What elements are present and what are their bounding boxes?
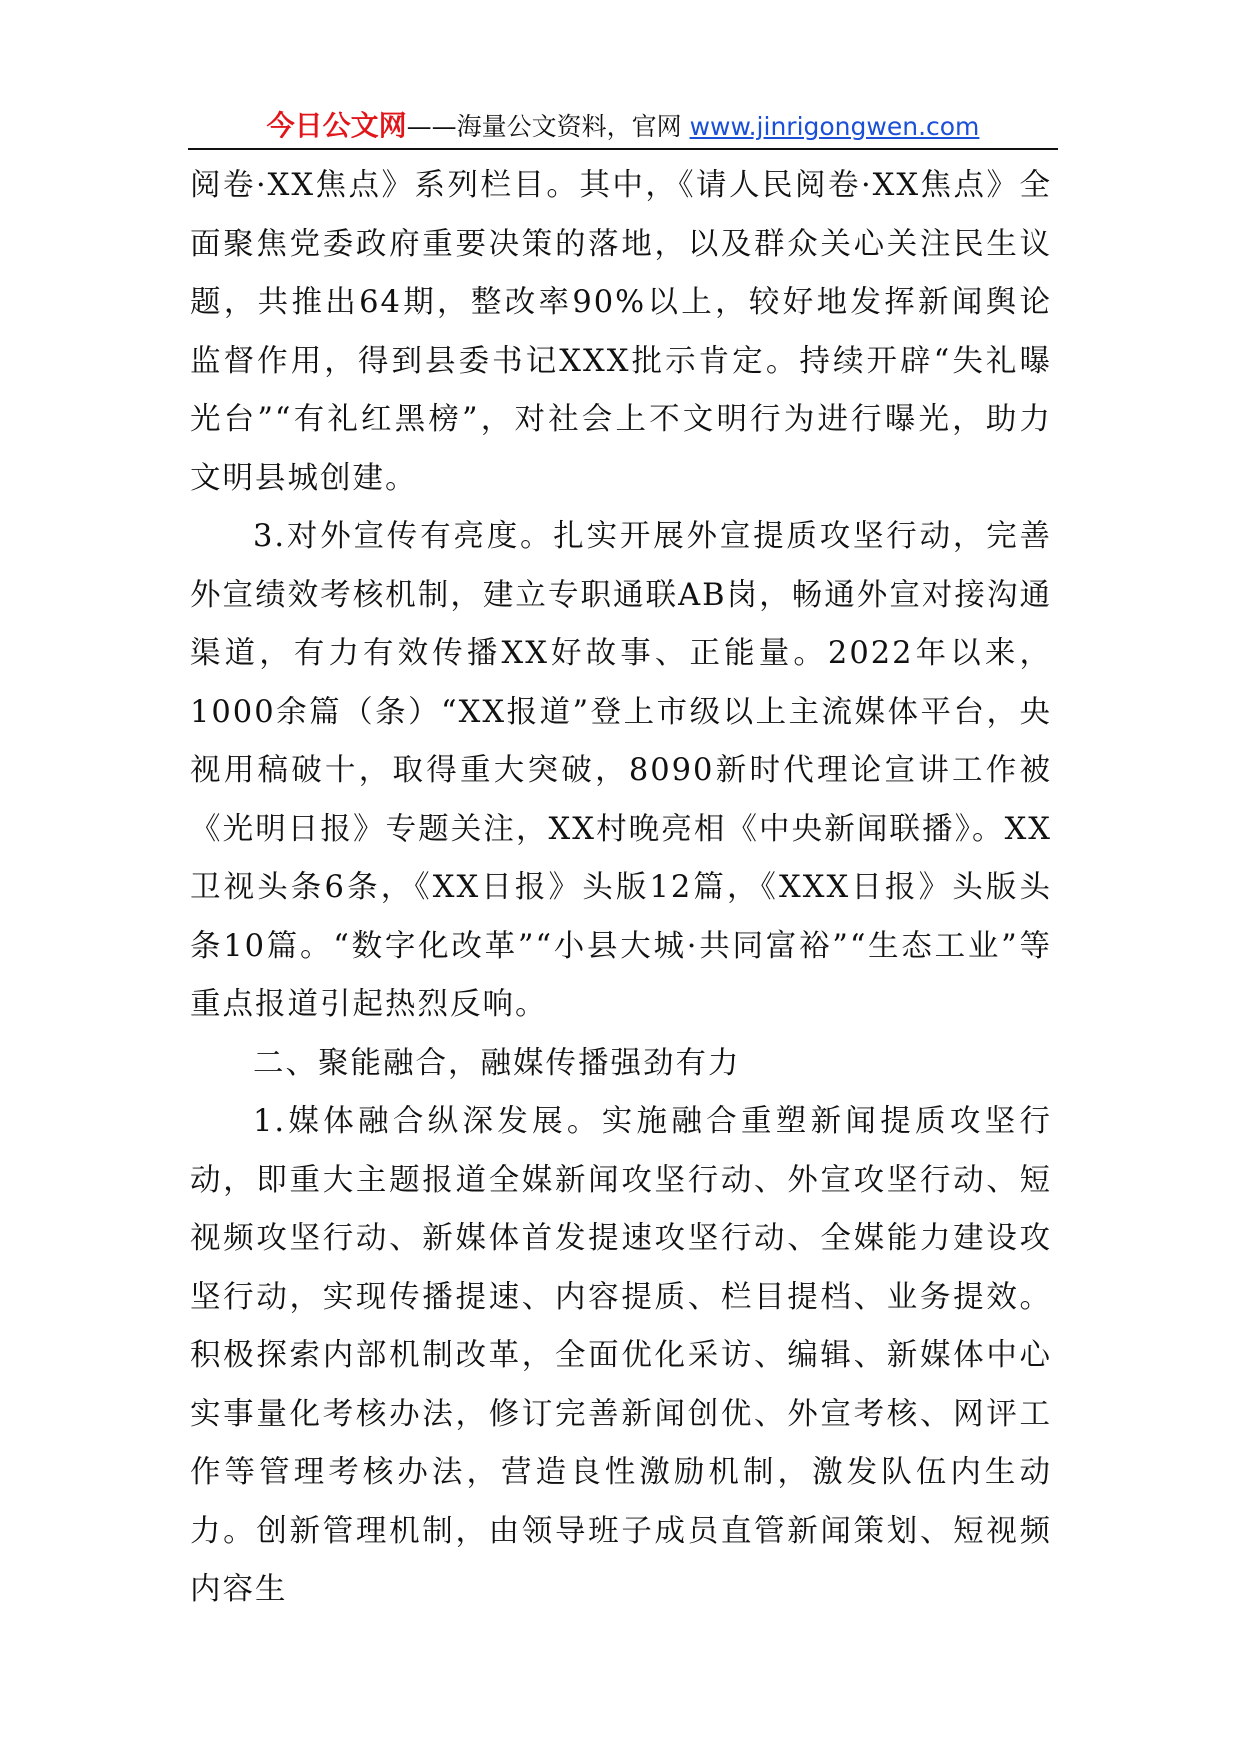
site-brand-logo: 今日公文网 (266, 109, 407, 142)
header-divider (188, 148, 1058, 150)
page-header (188, 106, 1058, 146)
header-tagline: ——海量公文资料，官网 (406, 112, 690, 141)
section-heading: 二、聚能融合，融媒传播强劲有力 (253, 1045, 741, 1081)
document-body (190, 157, 1052, 1620)
paragraph-continuation: 阅卷·XX焦点》系列栏目。其中，《请人民阅卷·XX焦点》全面聚焦党委政府重要决策的落地，以及群众关心关注民生议题，共推出64期，整改率90%以上，较好地发挥新闻舆论监督作用，得到县委书记XXX批示肯定。持续开辟“失礼曝光台”“有礼红黑榜”，对社会上不文明行为进行曝光，助力文明县城创建。 (190, 168, 1052, 496)
paragraph-external-publicity: 3.对外宣传有亮度。扎实开展外宣提质攻坚行动，完善外宣绩效考核机制，建立专职通联AB岗，畅通外宣对接沟通渠道，有力有效传播XX好故事、正能量。2022年以来，1000余篇（条）“XX报道”登上市级以上主流媒体平台，央视用稿破十，取得重大突破，8090新时代理论宣讲工作被《光明日报》专题关注，XX村晚亮相《中央新闻联播》。XX卫视头条6条，《XX日报》头版12篇，《XXX日报》头版头条10篇。“数字化改革”“小县大城·共同富裕”“生态工业”等重点报道引起热烈反响。 (190, 519, 1052, 1022)
site-url-link[interactable]: www.jinrigongwen.com (689, 112, 980, 141)
paragraph-media-integration: 1.媒体融合纵深发展。实施融合重塑新闻提质攻坚行动，即重大主题报道全媒新闻攻坚行动、外宣攻坚行动、短视频攻坚行动、新媒体首发提速攻坚行动、全媒能力建设攻坚行动，实现传播提速、内容提质、栏目提档、业务提效。积极探索内部机制改革，全面优化采访、编辑、新媒体中心实事量化考核办法，修订完善新闻创优、外宣考核、网评工作等管理考核办法，营造良性激励机制，激发队伍内生动力。创新管理机制，由领导班子成员直管新闻策划、短视频内容生 (190, 1104, 1052, 1607)
